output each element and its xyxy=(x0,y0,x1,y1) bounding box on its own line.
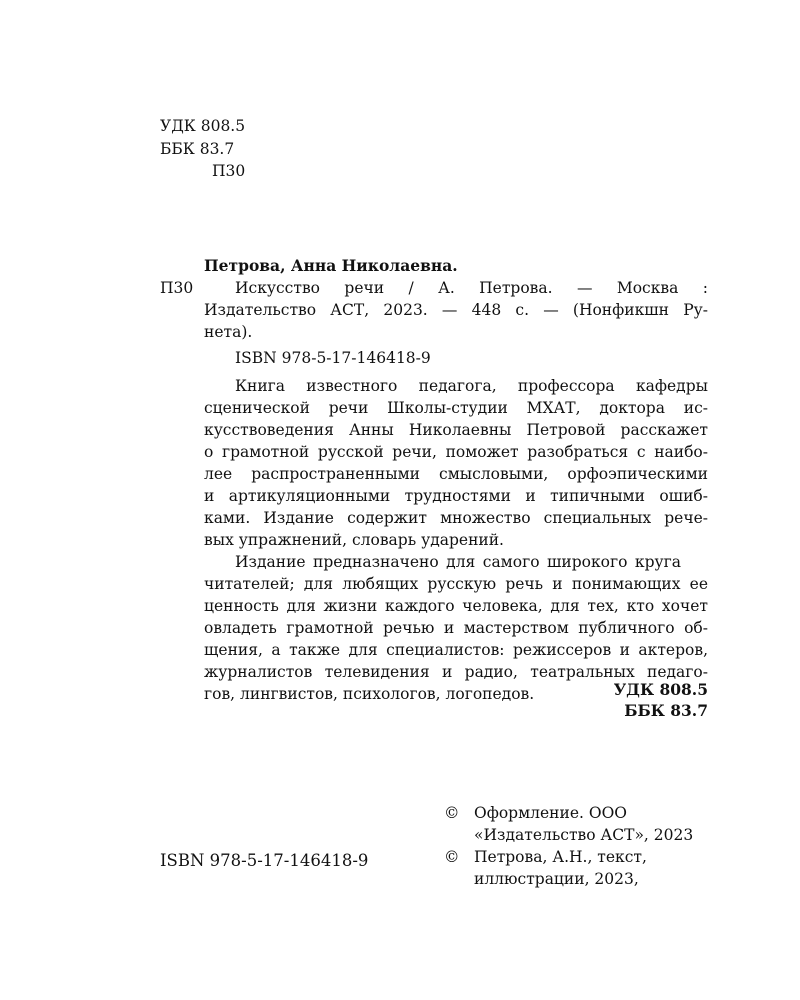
annotation-line: гов, лингвистов, психологов, логопедов. xyxy=(204,685,535,703)
copyright-symbol: © xyxy=(444,848,460,866)
bib-line: нета). xyxy=(204,323,253,341)
annotation-line: лее распространенными смысловыми, орфоэпическими xyxy=(204,465,708,483)
annotation-line: читателей; для любящих русскую речь и понимающих ее xyxy=(204,575,708,593)
bbk-code: ББК 83.7 xyxy=(624,701,708,720)
author-mark: П30 xyxy=(212,162,246,180)
annotation-line: ценность для жизни каждого человека, для тех, кто хочет xyxy=(204,597,708,615)
copyright-line: Петрова, А.Н., текст, xyxy=(474,848,647,866)
annotation-line: кусствоведения Анны Николаевны Петровой расскажет xyxy=(204,421,708,439)
bbk-code: ББК 83.7 xyxy=(160,140,235,158)
annotation-line: о грамотной русской речи, поможет разобраться с наибо- xyxy=(204,443,708,461)
udk-code: УДК 808.5 xyxy=(613,680,708,699)
annotation-line: щения, а также для специалистов: режиссеров и актеров, xyxy=(204,641,708,659)
author-heading: Петрова, Анна Николаевна. xyxy=(204,256,458,275)
annotation-line: сценической речи Школы-студии МХАТ, доктора ис- xyxy=(204,399,708,417)
copyright-line: иллюстрации, 2023, xyxy=(474,870,639,888)
annotation-line: журналистов телевидения и радио, театральных педаго- xyxy=(204,663,708,681)
annotation-line: вых упражнений, словарь ударений. xyxy=(204,531,504,549)
isbn-record: ISBN 978-5-17-146418-9 xyxy=(235,349,431,367)
annotation-line: Книга известного педагога, профессора кафедры xyxy=(235,377,708,395)
bib-line: Издательство АСТ, 2023. — 448 с. — (Нонфикшн Ру- xyxy=(204,301,708,319)
copyright-symbol: © xyxy=(444,804,460,822)
annotation-line: овладеть грамотной речью и мастерством публичного об- xyxy=(204,619,708,637)
copyright-line: Оформление. ООО xyxy=(474,804,627,822)
copyright-line: «Издательство АСТ», 2023 xyxy=(474,826,694,844)
author-mark-side: П30 xyxy=(160,279,194,297)
isbn-footer: ISBN 978-5-17-146418-9 xyxy=(160,851,369,870)
annotation-line: Издание предназначено для самого широкого круга xyxy=(235,553,681,571)
bib-line: Искусство речи / А. Петрова. — Москва : xyxy=(235,279,708,297)
annotation-line: ками. Издание содержит множество специальных рече- xyxy=(204,509,708,527)
udk-code: УДК 808.5 xyxy=(160,117,246,135)
annotation-line: и артикуляционными трудностями и типичными ошиб- xyxy=(204,487,708,505)
